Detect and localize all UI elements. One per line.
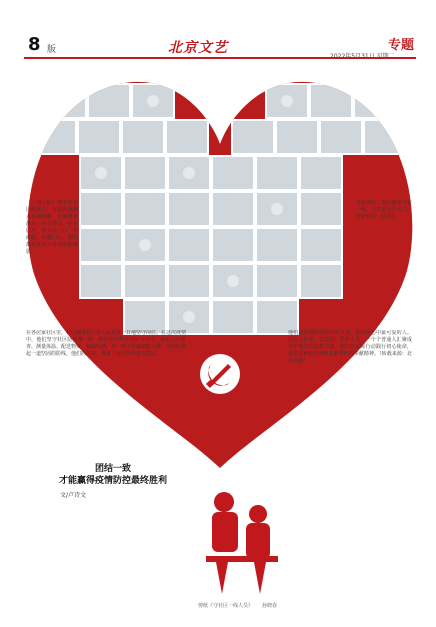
right-body-text: 他们是疫情防控的中坚力量，是居民心中最可爱的人。社区工作者、志愿者、医护人员，一个个普通人汇聚成守护城市的温暖力量。他们以实际行动践行初心使命，用责任和担当诠释着新时代的奉献精神。（转载来源：北京日报） <box>288 330 412 364</box>
issue-date <box>330 51 395 60</box>
papercut-signature: 孙晓春 <box>262 603 278 609</box>
page-suffix: 版 <box>47 45 57 55</box>
right-intro-text: 无论何时，我们都坚守在一线，守护好社区大门，守护好每一位居民。 <box>356 200 412 220</box>
header-rule <box>24 57 416 59</box>
left-body-text: 在各居家社区里，社区服务站工作人员日复一日地坚守岗位。在这次疫情中，他们坚守社区防控第一线，用行动诠释着责任与担当。他们入户排查、测量体温、配送物资、核酸检测，每一项工作都细致入微，为居民筑起一道坚固的防线。他们的付出，换来了社区的平安与稳定。 <box>26 330 186 357</box>
column-title: 专题 <box>388 38 415 53</box>
masthead-logo: 北京文艺 <box>168 40 228 56</box>
page-number: 8 <box>28 34 41 55</box>
party-emblem <box>200 354 240 394</box>
page-header <box>0 0 436 58</box>
papercut-illustration <box>196 470 286 600</box>
article-author: 文/卢诗文 <box>60 492 87 499</box>
papercut-caption: 剪纸《守社区一线人员》 <box>198 603 254 609</box>
left-intro-text: （上接1版）楼宇在社区隔离点，在社区隔离点检测核酸，在隔离检测点，在居委会，在社区里，在小区门口，在商超，在楼门口，到处都是社区工作者们的身影。 <box>26 200 78 255</box>
article-subheading: 团结一致 才能赢得疫情防控最终胜利 <box>58 464 167 486</box>
